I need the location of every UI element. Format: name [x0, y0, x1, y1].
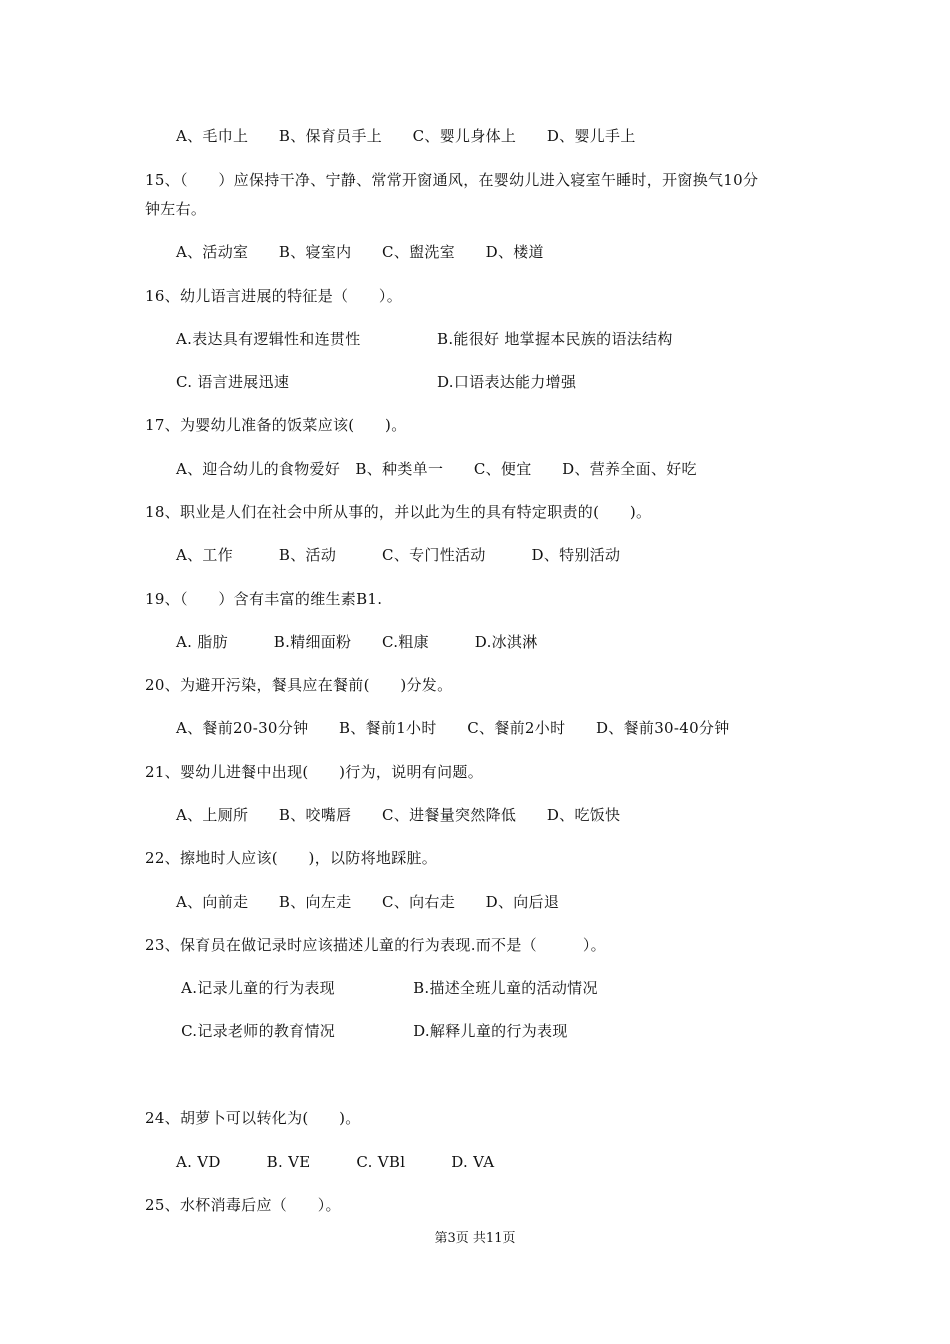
q19-question: 19、（ ）含有丰富的维生素B1. — [145, 590, 383, 608]
q16-option-c: C. 语言进展迅速 — [176, 373, 290, 391]
q18-question: 18、职业是人们在社会中所从事的，并以此为生的具有特定职责的( )。 — [145, 503, 652, 521]
q16-option-a: A.表达具有逻辑性和连贯性 — [176, 330, 361, 348]
q17-options: A、迎合幼儿的食物爱好 B、种类单一 C、便宜 D、营养全面、好吃 — [176, 460, 697, 478]
q23-option-b: B.描述全班儿童的活动情况 — [408, 979, 598, 997]
q14-options: A、毛巾上 B、保育员手上 C、婴儿身体上 D、婴儿手上 — [176, 127, 636, 145]
q20-question: 20、为避开污染，餐具应在餐前( )分发。 — [145, 676, 453, 694]
q24-options: A. VD B. VE C. VBl D. VA — [176, 1153, 495, 1171]
q23-option-a: A.记录儿童的行为表现 — [176, 979, 335, 997]
q24-question: 24、胡萝卜可以转化为( )。 — [145, 1109, 361, 1127]
q22-options: A、向前走 B、向左走 C、向右走 D、向后退 — [176, 893, 560, 911]
q15-question-line1: 15、（ ）应保持干净、宁静、常常开窗通风，在婴幼儿进入寝室午睡时，开窗换气10分 — [145, 171, 759, 189]
q17-question: 17、为婴幼儿准备的饭菜应该( )。 — [145, 416, 407, 434]
q21-options: A、上厕所 B、咬嘴唇 C、进餐量突然降低 D、吃饭快 — [176, 806, 621, 824]
q23-option-d: D.解释儿童的行为表现 — [408, 1022, 568, 1040]
q15-question-line2: 钟左右。 — [145, 200, 207, 218]
q22-question: 22、擦地时人应该( )，以防将地踩脏。 — [145, 849, 438, 867]
q25-question: 25、水杯消毒后应（ ）。 — [145, 1196, 341, 1214]
q15-options: A、活动室 B、寝室内 C、盥洗室 D、楼道 — [176, 243, 544, 261]
q16-question: 16、幼儿语言进展的特征是（ ）。 — [145, 287, 402, 305]
q16-option-b: B.能很好 地掌握本民族的语法结构 — [437, 330, 673, 348]
q19-options: A. 脂肪 B.精细面粉 C.粗康 D.冰淇淋 — [176, 633, 538, 651]
q23-question: 23、保育员在做记录时应该描述儿童的行为表现.而不是（ ）。 — [145, 936, 606, 954]
q20-options: A、餐前20-30分钟 B、餐前1小时 C、餐前2小时 D、餐前30-40分钟 — [176, 719, 730, 737]
q16-option-d: D.口语表达能力增强 — [437, 373, 577, 391]
page-footer: 第3页 共11页 — [434, 1231, 516, 1246]
q23-option-c: C.记录老师的教育情况 — [176, 1022, 336, 1040]
q18-options: A、工作 B、活动 C、专门性活动 D、特别活动 — [176, 546, 621, 564]
q21-question: 21、婴幼儿进餐中出现( )行为，说明有问题。 — [145, 763, 483, 781]
